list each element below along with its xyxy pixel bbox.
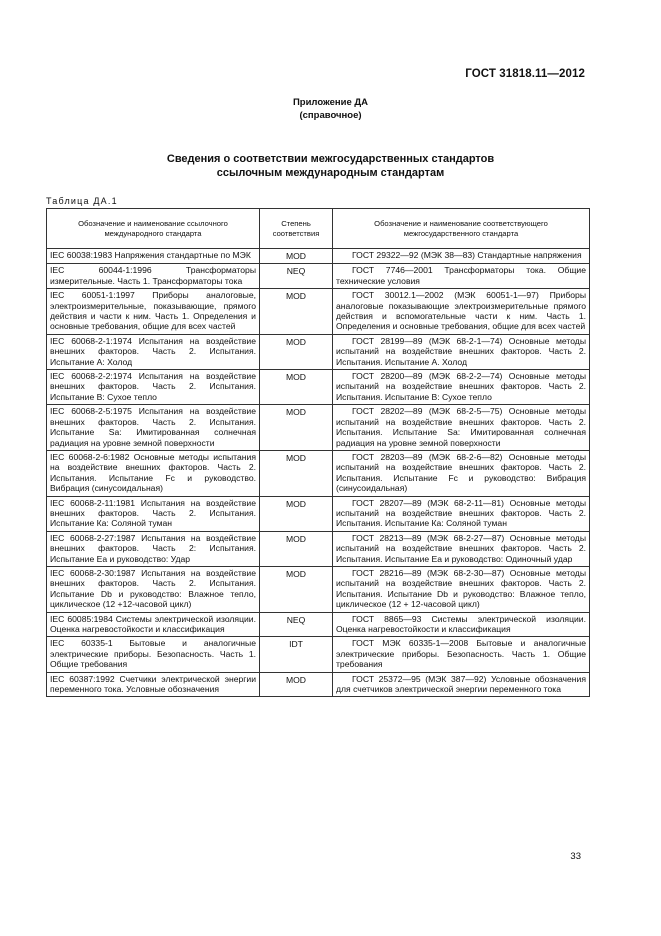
- reference-standard-cell: IEC 60051-1:1997 Приборы аналоговые, электроизмерительные, показывающие, прямого действия и части к ним. Часть 1. Определения и основные требования, общие для всех частей: [47, 289, 260, 335]
- reference-standard-cell: IEC 60068-2-27:1987 Испытания на воздействие внешних факторов. Часть 2: Испытания. Испытание Еа и руководство: Удар: [47, 531, 260, 566]
- reference-standard-cell: IEC 60085:1984 Системы электрической изоляции. Оценка нагревостойкости и классификация: [47, 612, 260, 637]
- national-standard-cell: ГОСТ 7746—2001 Трансформаторы тока. Общие технические условия: [333, 264, 590, 289]
- degree-cell: MOD: [260, 566, 333, 612]
- section-heading-line-2: ссылочным международным стандартам: [216, 167, 445, 179]
- degree-cell: MOD: [260, 405, 333, 451]
- national-standard-cell: ГОСТ 28213—89 (МЭК 68-2-27—87) Основные методы испытаний на воздействие внешних факторов. Часть 2. Испытания. Испытание Еа и руководство: Одиночный удар: [333, 531, 590, 566]
- degree-cell: MOD: [260, 672, 333, 697]
- degree-cell: IDT: [260, 637, 333, 672]
- table-row: [47, 249, 590, 264]
- table-row: [47, 612, 590, 637]
- national-standard-cell: ГОСТ 28207—89 (МЭК 68-2-11—81) Основные методы испытаний на воздействие внешних факторов. Часть 2. Испытания. Испытание Ка: Соляной туман: [333, 496, 590, 531]
- degree-cell: MOD: [260, 289, 333, 335]
- degree-cell: NEQ: [260, 264, 333, 289]
- degree-cell: MOD: [260, 531, 333, 566]
- table-row: [47, 264, 590, 289]
- national-standard-cell: ГОСТ 30012.1—2002 (МЭК 60051-1—97) Приборы аналоговые показывающие электроизмерительные прямого действия и вспомогательные части к ним. Часть 1. Определения и основные требования, общие для всех частей: [333, 289, 590, 335]
- table-row: [47, 405, 590, 451]
- degree-cell: NEQ: [260, 612, 333, 637]
- reference-standard-cell: IEC 60068-2-11:1981 Испытания на воздействие внешних факторов. Часть 2. Испытания. Испытание Ка: Соляной туман: [47, 496, 260, 531]
- table-row: [47, 450, 590, 496]
- header-reference-standard: Обозначение и наименование ссылочного международного стандарта: [47, 209, 260, 249]
- table-row: [47, 637, 590, 672]
- header-degree: Степень соответствия: [260, 209, 333, 249]
- national-standard-cell: ГОСТ 28200—89 (МЭК 68-2-2—74) Основные методы испытаний на воздействие внешних факторов. Часть 2. Испытания. Испытание В: Сухое тепло: [333, 370, 590, 405]
- degree-cell: MOD: [260, 370, 333, 405]
- reference-standard-cell: IEC 60068-2-1:1974 Испытания на воздействие внешних факторов. Часть 2. Испытания. Испытание А: Холод: [47, 334, 260, 369]
- table-label: Таблица ДА.1: [46, 196, 118, 206]
- header-national-standard: Обозначение и наименование соответствующего межгосударственного стандарта: [333, 209, 590, 249]
- table-row: [47, 289, 590, 335]
- appendix-subtitle: (справочное): [299, 110, 362, 121]
- reference-standard-cell: IEC 60044-1:1996 Трансформаторы измерительные. Часть 1. Трансформаторы тока: [47, 264, 260, 289]
- table-row: [47, 566, 590, 612]
- table-row: [47, 496, 590, 531]
- reference-standard-cell: IEC 60068-2-30:1987 Испытания на воздействие внешних факторов. Часть 2. Испытания. Испытание Db и руководство: Влажное тепло, циклическое (12 +12-часовой цикл): [47, 566, 260, 612]
- table-row: [47, 531, 590, 566]
- reference-standard-cell: IEC 60068-2-5:1975 Испытания на воздействие внешних факторов. Часть 2. Испытания. Испытание Sa: Имитированная солнечная радиация на уровне земной поверхности: [47, 405, 260, 451]
- national-standard-cell: ГОСТ 29322—92 (МЭК 38—83) Стандартные напряжения: [333, 249, 590, 264]
- table-header-row: [47, 209, 590, 249]
- correspondence-table: [46, 208, 590, 697]
- degree-cell: MOD: [260, 450, 333, 496]
- national-standard-cell: ГОСТ 8865—93 Системы электрической изоляции. Оценка нагревостойкости и классификация: [333, 612, 590, 637]
- document-code: ГОСТ 31818.11—2012: [465, 68, 585, 80]
- appendix-block: [0, 96, 661, 122]
- page-number: 33: [570, 851, 581, 862]
- national-standard-cell: ГОСТ 28199—89 (МЭК 68-2-1—74) Основные методы испытаний на воздействие внешних факторов. Часть 2. Испытания. Испытание А. Холод: [333, 334, 590, 369]
- reference-standard-cell: IEC 60038:1983 Напряжения стандартные по МЭК: [47, 249, 260, 264]
- table-row: [47, 672, 590, 697]
- section-heading-line-1: Сведения о соответствии межгосударственных стандартов: [166, 153, 495, 165]
- reference-standard-cell: IEC 60068-2-2:1974 Испытания на воздействие внешних факторов. Часть 2. Испытания. Испытание В: Сухое тепло: [47, 370, 260, 405]
- national-standard-cell: ГОСТ 28203—89 (МЭК 68-2-6—82) Основные методы испытаний на воздействие внешних факторов. Часть 2. Испытания. Испытание Fc и руководство: Вибрация (синусоидальная): [333, 450, 590, 496]
- national-standard-cell: ГОСТ 28202—89 (МЭК 68-2-5—75) Основные методы испытаний на воздействие внешних факторов. Часть 2. Испытания. Испытание Sa: Имитированная солнечная радиация на уровне земной поверхности: [333, 405, 590, 451]
- degree-cell: MOD: [260, 334, 333, 369]
- degree-cell: MOD: [260, 249, 333, 264]
- reference-standard-cell: IEC 60068-2-6:1982 Основные методы испытания на воздействие внешних факторов. Часть 2. Испытания. Испытание Fc и руководство. Вибрация (синусоидальная): [47, 450, 260, 496]
- reference-standard-cell: IEC 60387:1992 Счетчики электрической энергии переменного тока. Условные обозначения: [47, 672, 260, 697]
- national-standard-cell: ГОСТ 25372—95 (МЭК 387—92) Условные обозначения для счетчиков электрической энергии переменного тока: [333, 672, 590, 697]
- national-standard-cell: ГОСТ МЭК 60335-1—2008 Бытовые и аналогичные электрические приборы. Безопасность. Часть 1. Общие требования: [333, 637, 590, 672]
- table-row: [47, 370, 590, 405]
- appendix-title: Приложение ДА: [292, 97, 369, 108]
- reference-standard-cell: IEC 60335-1 Бытовые и аналогичные электрические приборы. Безопасность. Часть 1. Общие требования: [47, 637, 260, 672]
- section-heading: [0, 152, 661, 180]
- table-row: [47, 334, 590, 369]
- degree-cell: MOD: [260, 496, 333, 531]
- national-standard-cell: ГОСТ 28216—89 (МЭК 68-2-30—87) Основные методы испытаний на воздействие внешних факторов. Часть 2. Испытания. Испытание Db и руководство: Влажное тепло, циклическое (12 + 12-часовой цикл): [333, 566, 590, 612]
